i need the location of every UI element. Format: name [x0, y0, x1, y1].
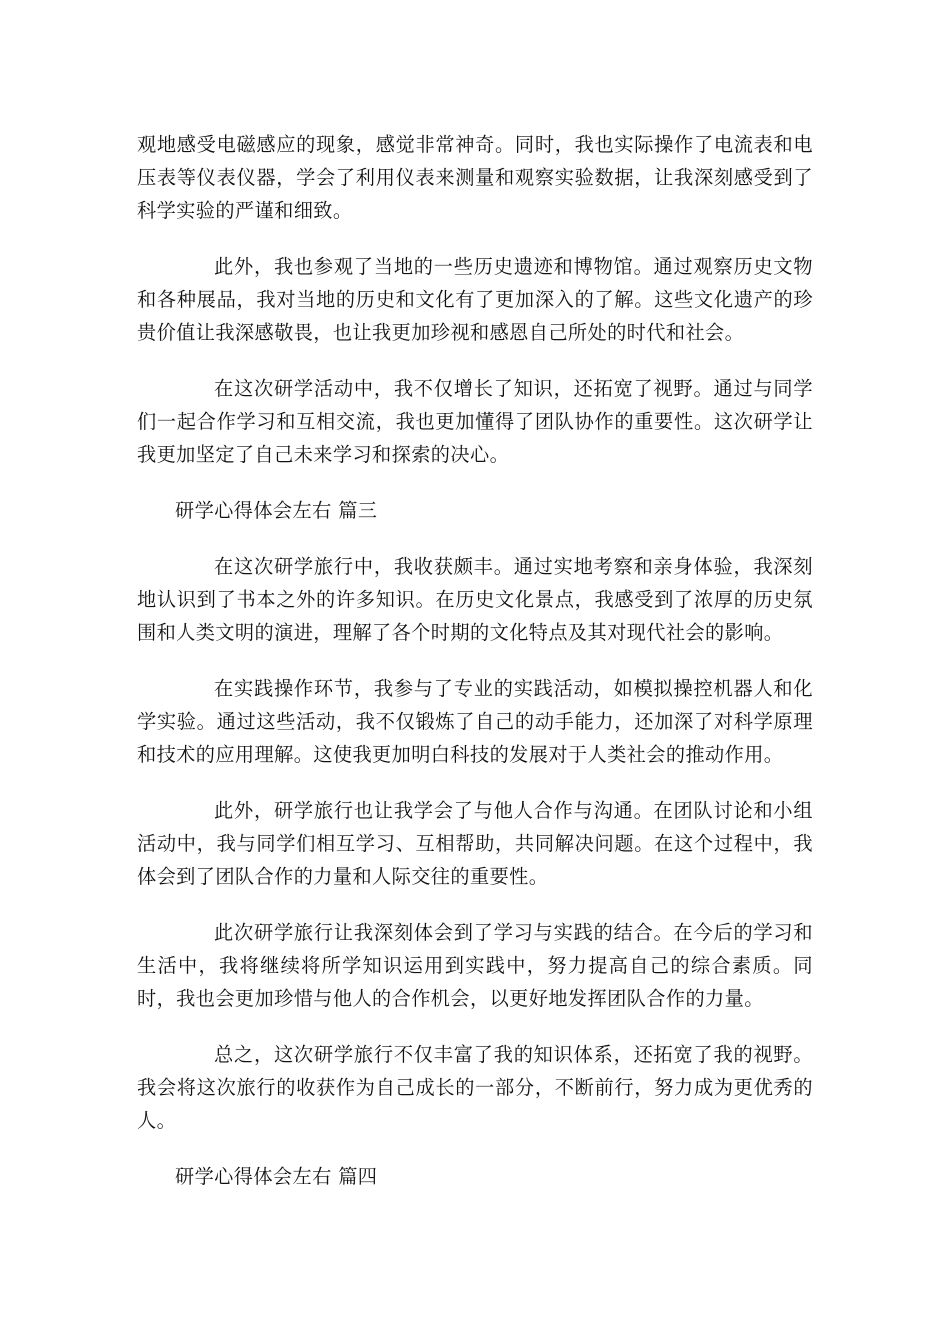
paragraph-study-trip-gains: 在这次研学旅行中，我收获颇丰。通过实地考察和亲身体验，我深刻地认识到了书本之外的许多知识。在历史文化景点，我感受到了浓厚的历史氛围和人类文明的演进，理解了各个时期的文化特点及其对现代社会的影响。: [137, 555, 813, 644]
section-heading-part-three: 研学心得体会左右 篇三: [175, 499, 378, 522]
paragraph-museum-visit: 此外，我也参观了当地的一些历史遗迹和博物馆。通过观察历史文物和各种展品，我对当地的历史和文化有了更加深入的了解。这些文化遗产的珍贵价值让我深感敬畏，也让我更加珍视和感恩自己所处的时代和社会。: [137, 255, 813, 344]
paragraph-learning-practice: 此次研学旅行让我深刻体会到了学习与实践的结合。在今后的学习和生活中，我将继续将所学知识运用到实践中，努力提高自己的综合素质。同时，我也会更加珍惜与他人的合作机会，以更好地发挥团队合作的力量。: [137, 921, 813, 1010]
paragraph-conclusion: 总之，这次研学旅行不仅丰富了我的知识体系，还拓宽了我的视野。我会将这次旅行的收获作为自己成长的一部分，不断前行，努力成为更优秀的人。: [137, 1043, 813, 1132]
paragraph-continuation: 观地感受电磁感应的现象，感觉非常神奇。同时，我也实际操作了电流表和电压表等仪表仪器，学会了利用仪表来测量和观察实验数据，让我深刻感受到了科学实验的严谨和细致。: [137, 133, 813, 222]
paragraph-teamwork-reflection: 在这次研学活动中，我不仅增长了知识，还拓宽了视野。通过与同学们一起合作学习和互相交流，我也更加懂得了团队协作的重要性。这次研学让我更加坚定了自己未来学习和探索的决心。: [137, 377, 813, 466]
paragraph-practice-session: 在实践操作环节，我参与了专业的实践活动，如模拟操控机器人和化学实验。通过这些活动，我不仅锻炼了自己的动手能力，还加深了对科学原理和技术的应用理解。这使我更加明白科技的发展对于人类社会的推动作用。: [137, 677, 813, 766]
paragraph-cooperation: 此外，研学旅行也让我学会了与他人合作与沟通。在团队讨论和小组活动中，我与同学们相互学习、互相帮助，共同解决问题。在这个过程中，我体会到了团队合作的力量和人际交往的重要性。: [137, 799, 813, 888]
document-body: [137, 128, 813, 1193]
section-heading-part-four: 研学心得体会左右 篇四: [175, 1165, 378, 1188]
